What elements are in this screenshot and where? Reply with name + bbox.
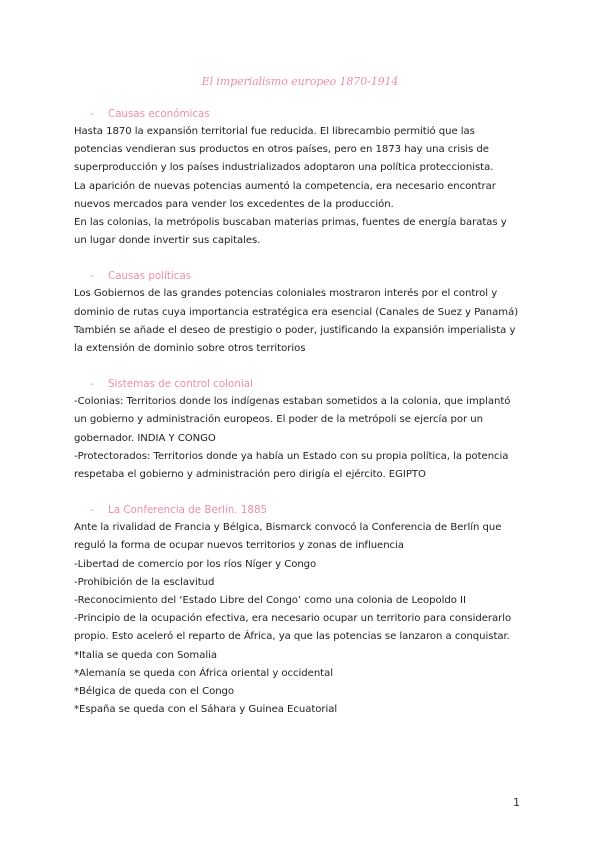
- section-sistemas-control: [74, 375, 544, 484]
- paragraph-line: *Alemanía se queda con África oriental y occidental: [74, 667, 333, 679]
- section-causas-politicas: [74, 267, 544, 358]
- section-heading-text: La Conferencia de Berlín. 1885: [108, 504, 268, 517]
- paragraph-line: Ante la rivalidad de Francia y Bélgica, Bismarck convocó la Conferencia de Berlín que: [74, 522, 502, 534]
- paragraph-line: la extensión de dominio sobre otros territorios: [74, 343, 306, 355]
- paragraph-line: dominio de rutas cuya importancia estratégica era esencial (Canales de Suez y Panamá): [74, 306, 519, 318]
- paragraph-line: También se añade el deseo de prestigio o poder, justificando la expansión imperialista y: [74, 324, 516, 336]
- paragraph-line: *Italia se queda con Somalia: [74, 649, 217, 661]
- paragraph-line: -Principio de la ocupación efectiva, era necesario ocupar un territorio para considerarlo: [74, 613, 512, 625]
- heading-bullet: -: [90, 504, 94, 517]
- heading-bullet: -: [90, 108, 94, 120]
- paragraph-line: -Libertad de comercio por los ríos Níger y Congo: [74, 558, 317, 570]
- section-heading: [90, 267, 544, 285]
- paragraph-line: potencias vendieran sus productos en otros países, pero en 1873 hay una crisis de: [74, 144, 489, 156]
- section-heading: [90, 501, 544, 519]
- paragraph-line: respetaba el gobierno y administración pero dirigía el ejército. EGIPTO: [74, 469, 426, 481]
- section-heading-text: Causas económicas: [108, 108, 210, 120]
- section-heading: [90, 375, 544, 393]
- paragraph-line: nuevos mercados para vender los excedentes de la producción.: [74, 198, 394, 210]
- section-conferencia-berlin: [74, 501, 544, 719]
- paragraph-line: -Reconocimiento del ‘Estado Libre del Congo’ como una colonia de Leopoldo II: [74, 595, 466, 607]
- section-heading-text: Causas políticas: [108, 270, 192, 283]
- paragraph-line: gobernador. INDIA Y CONGO: [74, 432, 216, 444]
- paragraph-line: La aparición de nuevas potencias aumentó la competencia, era necesario encontrar: [74, 180, 496, 192]
- paragraph-line: Hasta 1870 la expansión territorial fue reducida. El librecambio permitió que las: [74, 126, 475, 137]
- paragraph-line: En las colonias, la metrópolis buscaban materias primas, fuentes de energía baratas y: [74, 217, 507, 229]
- paragraph-line: reguló la forma de ocupar nuevos territorios y zonas de influencia: [74, 540, 404, 552]
- document-title: El imperialismo europeo 1870-1914: [201, 75, 399, 88]
- section-causas-economicas: [74, 105, 544, 250]
- paragraph-line: -Prohibición de la esclavitud: [74, 576, 215, 588]
- paragraph-line: Los Gobiernos de las grandes potencias coloniales mostraron interés por el control y: [74, 288, 498, 300]
- document-body: [74, 105, 544, 736]
- heading-bullet: -: [90, 378, 94, 391]
- heading-bullet: -: [90, 270, 94, 283]
- paragraph-line: propio. Esto aceleró el reparto de África, ya que las potencias se lanzaron a conquistar.: [74, 631, 510, 643]
- paragraph-line: -Protectorados: Territorios donde ya había un Estado con su propia política, la potencia: [74, 450, 509, 462]
- section-heading-text: Sistemas de control colonial: [108, 378, 253, 391]
- section-heading: [90, 105, 544, 123]
- paragraph-line: *Bélgica de queda con el Congo: [74, 686, 235, 698]
- paragraph-line: un lugar donde invertir sus capitales.: [74, 235, 261, 247]
- paragraph-line: -Colonias: Territorios donde los indígenas estaban sometidos a la colonia, que implantó: [74, 396, 511, 408]
- paragraph-line: superproducción y los países industrializados adoptaron una política proteccionista.: [74, 162, 494, 174]
- paragraph-line: un gobierno y administración europeos. El poder de la metrópoli se ejercía por un: [74, 414, 483, 426]
- page-number: 1: [513, 796, 520, 809]
- paragraph-line: *España se queda con el Sáhara y Guinea Ecuatorial: [74, 704, 338, 716]
